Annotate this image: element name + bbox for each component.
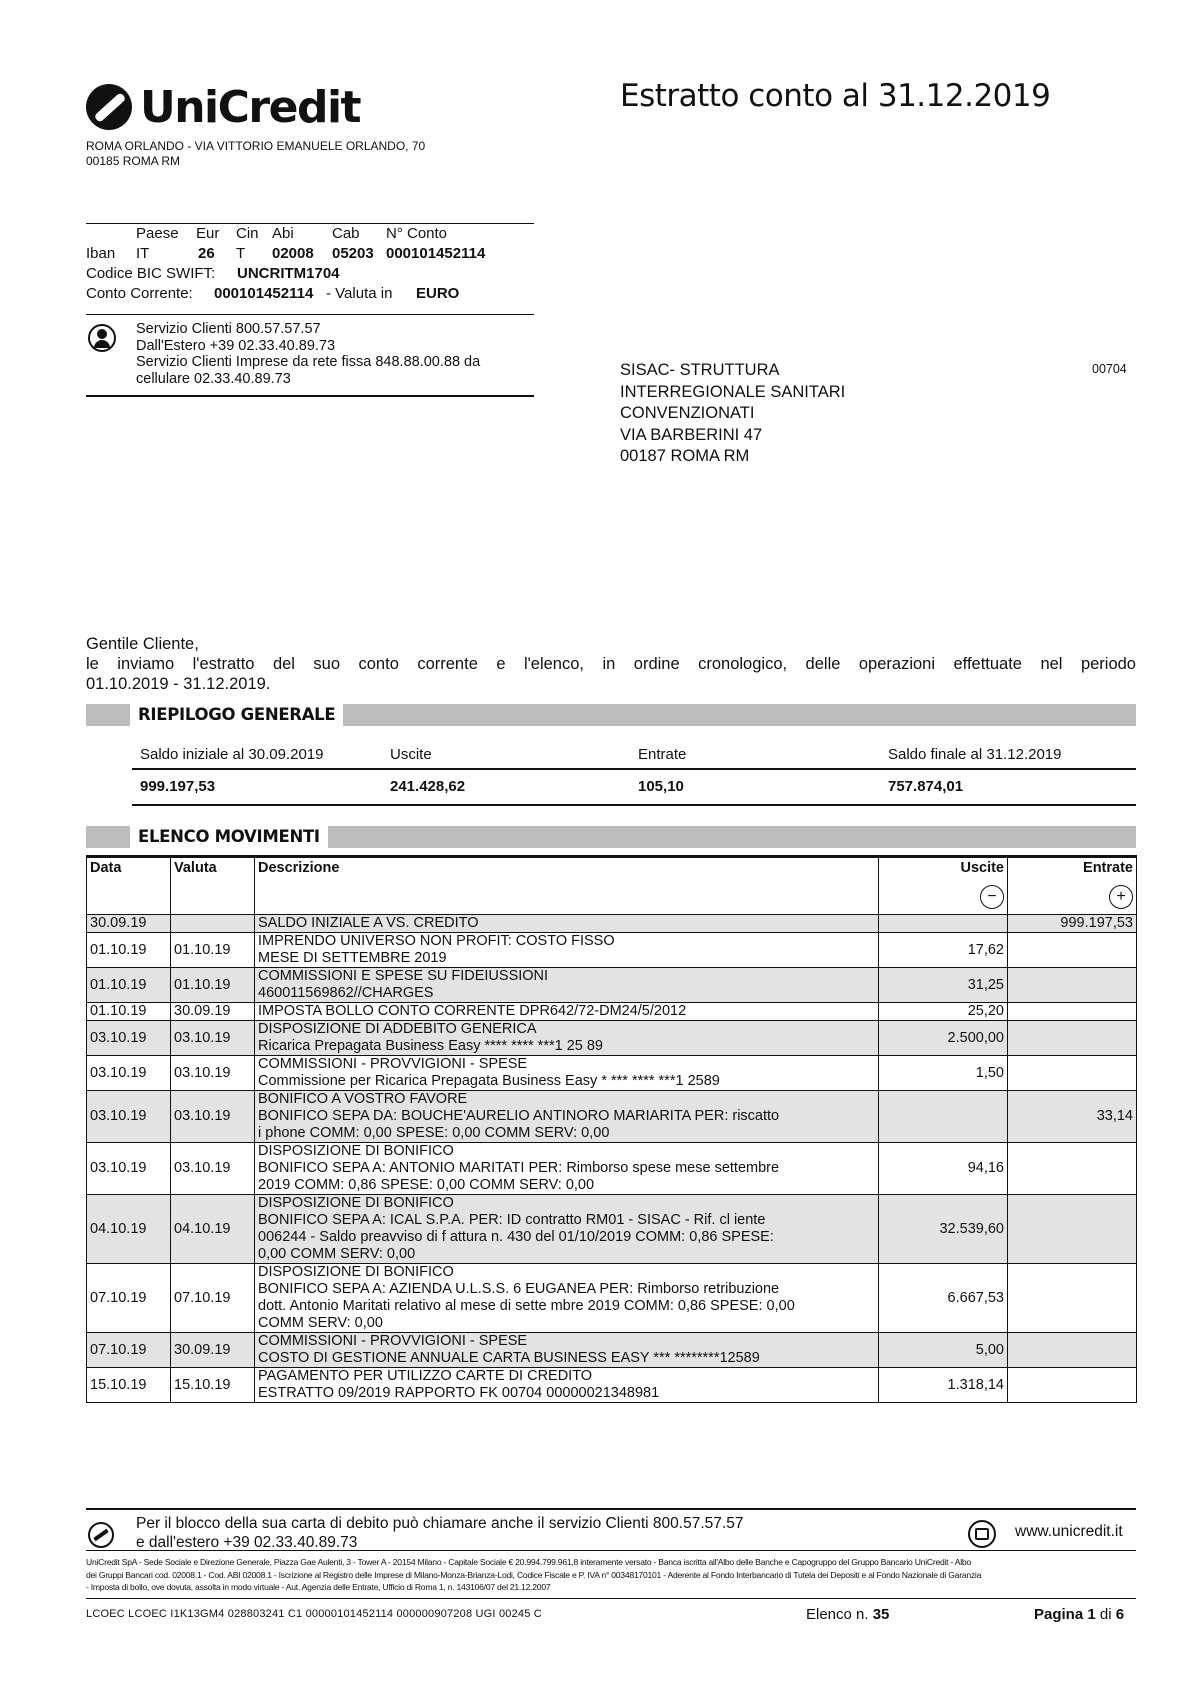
- movement-description-line: Commissione per Ricarica Prepagata Business Easy * *** **** ***1 2589: [258, 1073, 720, 1089]
- movement-uscite: 6.667,53: [879, 1264, 1008, 1333]
- bottom-divider: [86, 1598, 1136, 1599]
- movement-entrate: [1008, 1143, 1137, 1195]
- movement-description: [255, 1333, 879, 1368]
- unicredit-logo: [86, 82, 360, 132]
- service-line-4: cellulare 02.33.40.89.73: [136, 370, 291, 387]
- movement-date: 30.09.19: [87, 915, 171, 933]
- iban-paese: IT: [136, 245, 150, 262]
- movement-description-line: BONIFICO SEPA DA: BOUCHE'AURELIO ANTINORO MARIARITA PER: riscatto: [258, 1108, 780, 1124]
- service-line-3: Servizio Clienti Imprese da rete fissa 848.88.00.88 da: [136, 354, 481, 370]
- movement-description: [255, 1368, 879, 1403]
- letter-body-line-2: 01.10.2019 - 31.12.2019.: [86, 675, 271, 693]
- document-reference-code: LCOEC LCOEC I1K13GM4 028803241 C1 00000101452114 000000907208 UGI 00245 C: [86, 1608, 542, 1620]
- branch-address: [86, 139, 425, 169]
- movement-value-date: 30.09.19: [171, 1333, 255, 1368]
- iban-label-cab: Cab: [332, 225, 360, 242]
- movement-description: [255, 915, 879, 933]
- movement-description-line: SALDO INIZIALE A VS. CREDITO: [258, 915, 479, 931]
- movement-date: 01.10.19: [87, 1003, 171, 1021]
- pagina-current: 1: [1087, 1606, 1096, 1623]
- movement-entrate: [1008, 933, 1137, 968]
- movement-description-line: COMMISSIONI E SPESE SU FIDEIUSSIONI: [258, 968, 549, 984]
- movement-entrate: [1008, 968, 1137, 1003]
- recipient-code: 00704: [1092, 362, 1127, 376]
- movement-row: [87, 1091, 1137, 1143]
- movement-date: 15.10.19: [87, 1368, 171, 1403]
- movement-entrate: 999.197,53: [1008, 915, 1137, 933]
- movement-description-line: 460011569862//CHARGES: [258, 985, 434, 1001]
- col-header-uscite-label: Uscite: [960, 860, 1004, 876]
- movement-uscite: 17,62: [879, 933, 1008, 968]
- movement-uscite: 5,00: [879, 1333, 1008, 1368]
- movement-description-line: BONIFICO SEPA A: ANTONIO MARITATI PER: Rimborso spese mese settembre: [258, 1160, 780, 1176]
- movement-description: [255, 968, 879, 1003]
- movement-description-line: dott. Antonio Maritati relativo al mese di sette mbre 2019 COMM: 0,86 SPESE: 0,00: [258, 1298, 795, 1314]
- summary-header: Saldo finale al 31.12.2019: [888, 746, 1062, 763]
- page-number: [1034, 1606, 1124, 1623]
- movement-uscite: 32.539,60: [879, 1195, 1008, 1264]
- movement-row: [87, 933, 1137, 968]
- movement-description: [255, 1003, 879, 1021]
- col-header-descrizione: Descrizione: [255, 857, 879, 915]
- movement-description-line: DISPOSIZIONE DI BONIFICO: [258, 1143, 454, 1159]
- bic-code: UNCRITM1704: [237, 265, 340, 282]
- movement-description-line: DISPOSIZIONE DI BONIFICO: [258, 1195, 454, 1211]
- summary-value: 999.197,53: [140, 778, 216, 795]
- movement-row: [87, 1056, 1137, 1091]
- movement-value-date: 03.10.19: [171, 1143, 255, 1195]
- col-header-entrate-label: Entrate: [1083, 860, 1133, 876]
- movement-description: [255, 933, 879, 968]
- summary-value: 241.428,62: [390, 778, 466, 795]
- legal-divider: [86, 1550, 1136, 1551]
- brand-name: UniCredit: [140, 81, 361, 133]
- iban-values-row: [86, 244, 534, 264]
- iban-row-label: Iban: [86, 245, 116, 262]
- movement-row: [87, 968, 1137, 1003]
- document-title: Estratto conto al 31.12.2019: [620, 78, 1051, 114]
- movement-date: 03.10.19: [87, 1021, 171, 1056]
- iban-cab: 05203: [332, 245, 374, 262]
- legal-line-3: - Imposta di bollo, ove dovuta, assolta in modo virtuale - Aut. Agenzia delle Entrate, Ufficio di Roma 1, n. 143106/07 del 21.12.2007: [86, 1582, 551, 1592]
- recipient-line: VIA BARBERINI 47: [620, 425, 763, 444]
- movement-description: [255, 1021, 879, 1056]
- letter-text: [86, 634, 1136, 694]
- movement-value-date: 01.10.19: [171, 968, 255, 1003]
- col-header-data: Data: [87, 857, 171, 915]
- movement-description-line: i phone COMM: 0,00 SPESE: 0,00 COMM SERV: 0,00: [258, 1125, 610, 1141]
- movement-uscite: 2.500,00: [879, 1021, 1008, 1056]
- movement-description: [255, 1056, 879, 1091]
- valuta-label: - Valuta in: [326, 285, 393, 302]
- movement-description-line: MESE DI SETTEMBRE 2019: [258, 950, 447, 966]
- movement-date: 03.10.19: [87, 1091, 171, 1143]
- iban-block: [86, 223, 534, 304]
- recipient-line: CONVENZIONATI: [620, 404, 755, 422]
- movement-uscite: 1,50: [879, 1056, 1008, 1091]
- cc-number: 000101452114: [214, 285, 314, 302]
- iban-conto: 000101452114: [386, 245, 486, 262]
- cc-label: Conto Corrente:: [86, 285, 193, 302]
- movement-description-line: Ricarica Prepagata Business Easy **** **** ***1 25 89: [258, 1038, 603, 1054]
- movement-description: [255, 1195, 879, 1264]
- movement-entrate: [1008, 1021, 1137, 1056]
- movement-description-line: COMMISSIONI - PROVVIGIONI - SPESE: [258, 1056, 528, 1072]
- valuta-code: EURO: [416, 285, 460, 302]
- movements-table: [86, 855, 1137, 1403]
- movement-date: 03.10.19: [87, 1056, 171, 1091]
- col-header-valuta: Valuta: [171, 857, 255, 915]
- movement-date: 01.10.19: [87, 933, 171, 968]
- pagina-total: 6: [1115, 1606, 1125, 1623]
- movement-date: 01.10.19: [87, 968, 171, 1003]
- movement-row: [87, 1333, 1137, 1368]
- movement-uscite: 31,25: [879, 968, 1008, 1003]
- branch-line-1: ROMA ORLANDO - VIA VITTORIO EMANUELE ORLANDO, 70: [86, 139, 426, 153]
- summary-value: 757.874,01: [888, 778, 964, 795]
- service-lines: [136, 321, 480, 387]
- movement-uscite: 94,16: [879, 1143, 1008, 1195]
- movement-uscite: 25,20: [879, 1003, 1008, 1021]
- movement-description: [255, 1143, 879, 1195]
- movement-date: 07.10.19: [87, 1264, 171, 1333]
- movement-description-line: 006244 - Saldo preavviso di f attura n. 430 del 01/10/2019 COMM: 0,86 SPESE:: [258, 1229, 774, 1245]
- movement-value-date: 30.09.19: [171, 1003, 255, 1021]
- movement-description-line: PAGAMENTO PER UTILIZZO CARTE DI CREDITO: [258, 1368, 593, 1384]
- card-block-line-2: e dall'estero +39 02.33.40.89.73: [136, 1534, 358, 1551]
- letter-body-line-1: le inviamo l'estratto del suo conto corrente e l'elenco, in ordine cronologico, delle operazioni effettuate nel periodo: [86, 655, 1136, 673]
- card-block-notice: [136, 1514, 743, 1552]
- movement-row: [87, 1368, 1137, 1403]
- letter-greeting: Gentile Cliente,: [86, 635, 199, 653]
- pagina-di: di: [1099, 1606, 1112, 1623]
- recipient-line: 00187 ROMA RM: [620, 447, 750, 465]
- summary-header: Uscite: [390, 746, 432, 763]
- recipient-line: INTERREGIONALE SANITARI: [620, 382, 846, 401]
- movement-description-line: COSTO DI GESTIONE ANNUALE CARTA BUSINESS EASY *** ********12589: [258, 1350, 760, 1366]
- movement-row: [87, 1195, 1137, 1264]
- summary-header: Entrate: [638, 746, 687, 763]
- movement-date: 04.10.19: [87, 1195, 171, 1264]
- movement-value-date: 03.10.19: [171, 1091, 255, 1143]
- iban-label-paese: Paese: [136, 225, 179, 242]
- movement-row: [87, 1143, 1137, 1195]
- iban-abi: 02008: [272, 245, 314, 262]
- movement-row: [87, 1003, 1137, 1021]
- movement-uscite: [879, 1091, 1008, 1143]
- card-block-line-1: Per il blocco della sua carta di debito può chiamare anche il servizio Clienti 800.57.57.57: [136, 1515, 744, 1532]
- footer-divider: [86, 1508, 1136, 1510]
- movement-description-line: 0,00 COMM SERV: 0,00: [258, 1246, 416, 1262]
- branch-line-2: 00185 ROMA RM: [86, 154, 181, 168]
- movement-entrate: [1008, 1195, 1137, 1264]
- summary-values-row: [132, 770, 1136, 806]
- movement-row: [87, 915, 1137, 933]
- summary-section-bar: [86, 704, 1136, 726]
- movements-body: [87, 915, 1137, 1403]
- movement-value-date: 03.10.19: [171, 1021, 255, 1056]
- legal-line-1: UniCredit SpA - Sede Sociale e Direzione Generale, Piazza Gae Aulenti, 3 - Tower A - 20154 Milano - Capitale Sociale € 20.994.799.961,8 interamente versato - Banca iscritta all'Albo delle Banche e Capogruppo del Gruppo Bancario UniCredit - Albo: [86, 1557, 971, 1567]
- movement-description: [255, 1091, 879, 1143]
- movement-description-line: DISPOSIZIONE DI BONIFICO: [258, 1264, 454, 1280]
- conto-corrente-row: [86, 284, 534, 304]
- movement-value-date: [171, 915, 255, 933]
- movements-section-title: ELENCO MOVIMENTI: [130, 826, 328, 848]
- movement-uscite: [879, 915, 1008, 933]
- iban-eur: 26: [198, 245, 215, 262]
- movement-value-date: 04.10.19: [171, 1195, 255, 1264]
- iban-label-cin: Cin: [236, 225, 259, 242]
- movement-row: [87, 1021, 1137, 1056]
- movement-entrate: [1008, 1264, 1137, 1333]
- movement-description-line: BONIFICO SEPA A: ICAL S.P.A. PER: ID contratto RM01 - SISAC - Rif. cl iente: [258, 1212, 766, 1228]
- col-header-entrate: [1008, 857, 1137, 915]
- movement-description-line: DISPOSIZIONE DI ADDEBITO GENERICA: [258, 1021, 537, 1037]
- movement-description-line: ESTRATTO 09/2019 RAPPORTO FK 00704 00000021348981: [258, 1385, 660, 1401]
- legal-line-2: dei Gruppi Bancari cod. 02008.1 - Cod. ABI 02008.1 - Iscrizione al Registro delle Imprese di Milano-Monza-Brianza-Lodi, Codice Fiscale e P. IVA n° 00348170101 - Aderente al Fondo Interbancario di Tutela dei Depositi e al Fondo Nazionale di Garanzia: [86, 1569, 982, 1580]
- iban-cin: T: [236, 245, 246, 262]
- movement-uscite: 1.318,14: [879, 1368, 1008, 1403]
- movement-entrate: [1008, 1003, 1137, 1021]
- iban-labels-row: [86, 224, 534, 244]
- movement-entrate: [1008, 1333, 1137, 1368]
- service-line-2: Dall'Estero +39 02.33.40.89.73: [136, 337, 336, 354]
- iban-label-abi: Abi: [272, 225, 294, 242]
- movement-description: [255, 1264, 879, 1333]
- movement-entrate: [1008, 1368, 1137, 1403]
- movement-description-line: COMM SERV: 0,00: [258, 1315, 383, 1331]
- summary-header-row: [132, 738, 1136, 770]
- minus-circle-icon: −: [980, 885, 1004, 909]
- service-line-1: Servizio Clienti 800.57.57.57: [136, 321, 321, 337]
- col-header-uscite: [879, 857, 1008, 915]
- movement-date: 07.10.19: [87, 1333, 171, 1368]
- recipient-address: [620, 360, 845, 468]
- iban-label-eur: Eur: [196, 225, 220, 242]
- legal-notice: [86, 1556, 1138, 1594]
- movement-description-line: IMPRENDO UNIVERSO NON PROFIT: COSTO FISSO: [258, 933, 615, 949]
- movement-row: [87, 1264, 1137, 1333]
- website-link[interactable]: www.unicredit.it: [1015, 1523, 1123, 1540]
- movement-value-date: 01.10.19: [171, 933, 255, 968]
- movements-section-bar: [86, 826, 1136, 848]
- movement-description-line: BONIFICO SEPA A: AZIENDA U.L.S.S. 6 EUGANEA PER: Rimborso retribuzione: [258, 1281, 780, 1297]
- elenco-label: Elenco n.: [806, 1606, 869, 1623]
- iban-label-conto: N° Conto: [386, 225, 448, 242]
- elenco-value: 35: [872, 1606, 890, 1623]
- bic-row: [86, 264, 534, 284]
- website-icon: [968, 1520, 996, 1548]
- customer-service-block: [86, 314, 534, 397]
- movement-entrate: 33,14: [1008, 1091, 1137, 1143]
- movements-header-row: [87, 857, 1137, 915]
- movement-value-date: 15.10.19: [171, 1368, 255, 1403]
- card-block-icon: [88, 1522, 114, 1548]
- movement-description-line: IMPOSTA BOLLO CONTO CORRENTE DPR642/72-DM24/5/2012: [258, 1003, 687, 1019]
- movement-description-line: BONIFICO A VOSTRO FAVORE: [258, 1091, 468, 1107]
- elenco-number: [806, 1606, 889, 1623]
- summary-section-title: RIEPILOGO GENERALE: [130, 704, 343, 726]
- unicredit-logo-icon: [86, 84, 132, 130]
- plus-circle-icon: +: [1109, 885, 1133, 909]
- customer-service-icon: [88, 324, 116, 352]
- summary-value: 105,10: [638, 778, 684, 795]
- recipient-line: SISAC- STRUTTURA: [620, 361, 780, 379]
- movement-entrate: [1008, 1056, 1137, 1091]
- movement-description-line: COMMISSIONI - PROVVIGIONI - SPESE: [258, 1333, 528, 1349]
- movement-value-date: 07.10.19: [171, 1264, 255, 1333]
- movement-description-line: 2019 COMM: 0,86 SPESE: 0,00 COMM SERV: 0,00: [258, 1177, 595, 1193]
- pagina-label: Pagina: [1034, 1606, 1084, 1623]
- summary-table: [132, 738, 1136, 806]
- movement-date: 03.10.19: [87, 1143, 171, 1195]
- movement-value-date: 03.10.19: [171, 1056, 255, 1091]
- bic-label: Codice BIC SWIFT:: [86, 265, 216, 282]
- summary-header: Saldo iniziale al 30.09.2019: [140, 746, 324, 763]
